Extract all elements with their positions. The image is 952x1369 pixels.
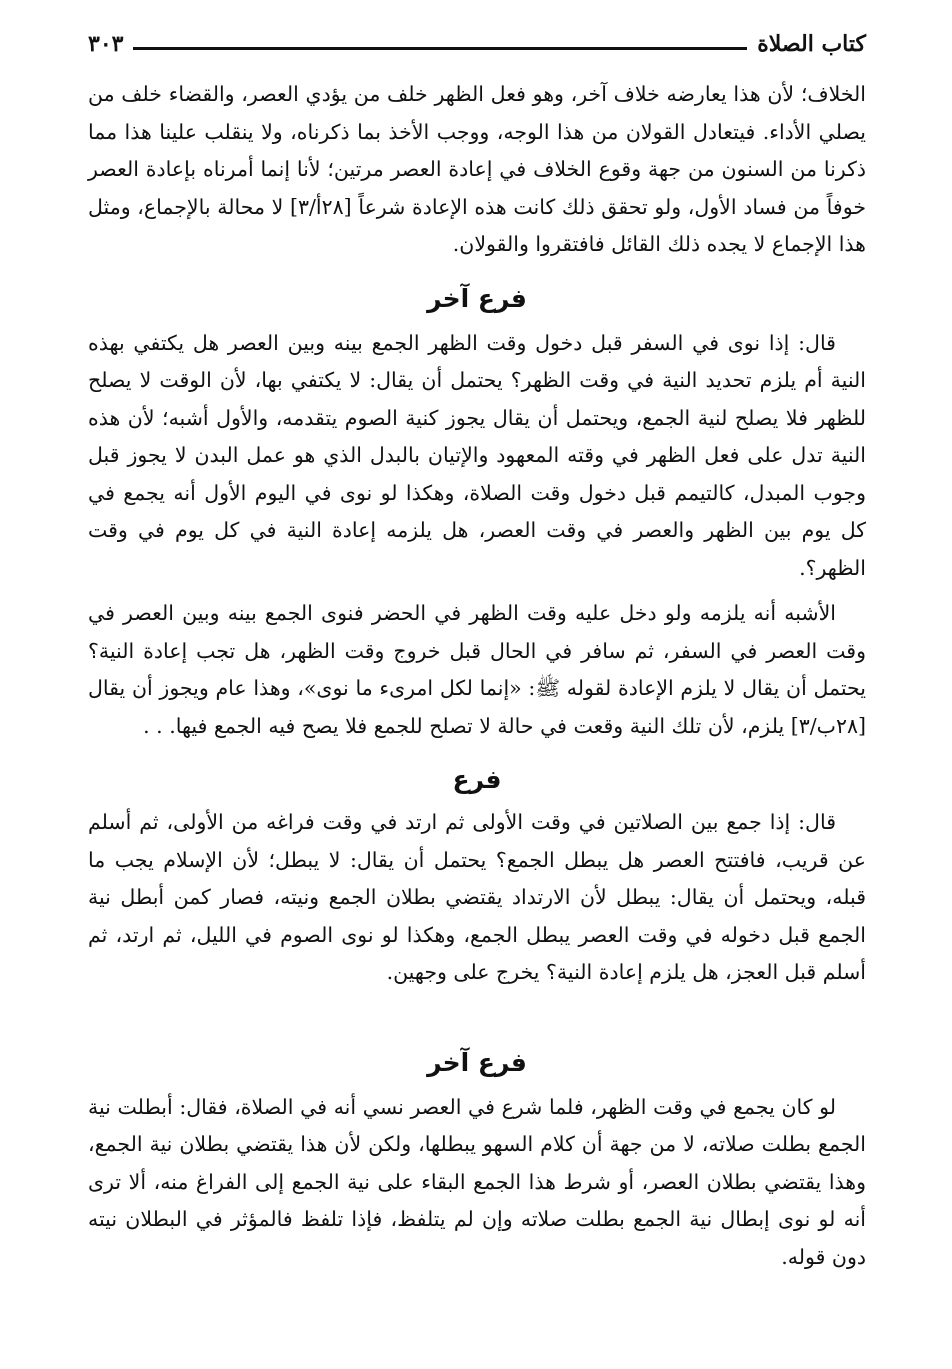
- page-number: ٣٠٣: [88, 31, 124, 57]
- paragraph-5: لو كان يجمع في وقت الظهر، فلما شرع في العصر نسي أنه في الصلاة، فقال: أبطلت نية الجمع بطلت صلاته، لا من جهة أن كلام السهو يبطلها، ولكن لأن هذا يقتضي بطلان نية الجمع، وهذا يقتضي بطلان العصر، أو شرط هذا الجمع البقاء على نية الجمع إلى الفراغ منه، ألا ترى أنه لو نوى إبطال نية الجمع بطلت صلاته وإن لم يتلفظ، فإذا تلفظ فالمؤثر في البطلان نيته دون قوله.: [88, 1094, 866, 1269]
- paragraph-1: الخلاف؛ لأن هذا يعارضه خلاف آخر، وهو فعل الظهر خلف من يؤدي العصر، والقضاء خلف من يصلي الأداء. فيتعادل القولان من هذا الوجه، ووجب الأخذ بما ذكرناه، ولا ينقلب علينا هذا مما ذكرنا من السنون من جهة وقوع الخلاف في إعادة العصر مرتين؛ لأنا إنما أمرناه بإعادة العصر خوفاً من فساد الأول، ولو تحقق ذلك كانت هذه الإعادة شرعاً [٢٨أ/٣] لا محالة بالإجماع، ومثل هذا الإجماع لا يجده ذلك القائل فافتقروا والقولان.: [88, 82, 866, 256]
- header-rule: [133, 47, 747, 50]
- section-heading-2: فرع: [452, 765, 502, 794]
- page-header: [88, 22, 866, 66]
- section-heading-3: فرع آخر: [427, 1047, 527, 1077]
- paragraph-3: الأشبه أنه يلزمه ولو دخل عليه وقت الظهر في الحضر فنوى الجمع بينه وبين العصر في وقت العصر في السفر، ثم سافر في الحال قبل خروج وقت الظهر، هل تجب إعادة النية؟ يحتمل أن يقال لا يلزم الإعادة لقوله ﷺ: «إنما لكل امرىء ما نوى»، وهذا عام ويجوز أن يقال [٢٨ب/٣] يلزم، لأن تلك النية وقعت في حالة لا تصلح للجمع فلا يصح فيه الجمع فيها. . .: [88, 601, 866, 738]
- book-page: [88, 22, 866, 1276]
- paragraph-gap: [88, 587, 866, 595]
- section-heading-1: فرع آخر: [427, 283, 527, 313]
- paragraph-4: قال: إذا جمع بين الصلاتين في وقت الأولى ثم ارتد في وقت فراغه من الأولى، ثم أسلم عن قريب، فافتتح العصر هل يبطل الجمع؟ يحتمل أن يقال: لا يبطل؛ لأن الإسلام يجب ما قبله، ويحتمل أن يقال: يبطل لأن الارتداد يقتضي بطلان الجمع ونيته، فصار كمن أبطل نية الجمع قبل دخوله في وقت العصر يبطل الجمع، وهكذا لو نوى الصوم في الليل، ثم ارتد، ثم أسلم قبل العجز، هل يلزم إعادة النية؟ يخرج على وجهين.: [88, 810, 866, 984]
- paragraph-2: قال: إذا نوى في السفر قبل دخول وقت الظهر الجمع بينه وبين العصر هل يكتفي بهذه النية أم يلزم تحديد النية في وقت الظهر؟ يحتمل أن يقال: لا يكتفي بها، لأن الوقت لا يصلح للظهر فلا يصلح لنية الجمع، ويحتمل أن يقال يجوز كنية الصوم يتقدمه، والأول أشبه؛ لأن هذه النية تدل على فعل الظهر في وقته المعهود والإتيان بالبدل الذي هو عمل البدن لا يجوز قبل وجوب المبدل، كالتيمم قبل دخول وقت الصلاة، وهكذا لو نوى في اليوم الأول أنه يجمع في كل يوم بين الظهر والعصر في وقت العصر، هل يلزمه إعادة النية في كل يوم في وقت الظهر؟.: [88, 330, 866, 580]
- running-title: كتاب الصلاة: [757, 31, 866, 57]
